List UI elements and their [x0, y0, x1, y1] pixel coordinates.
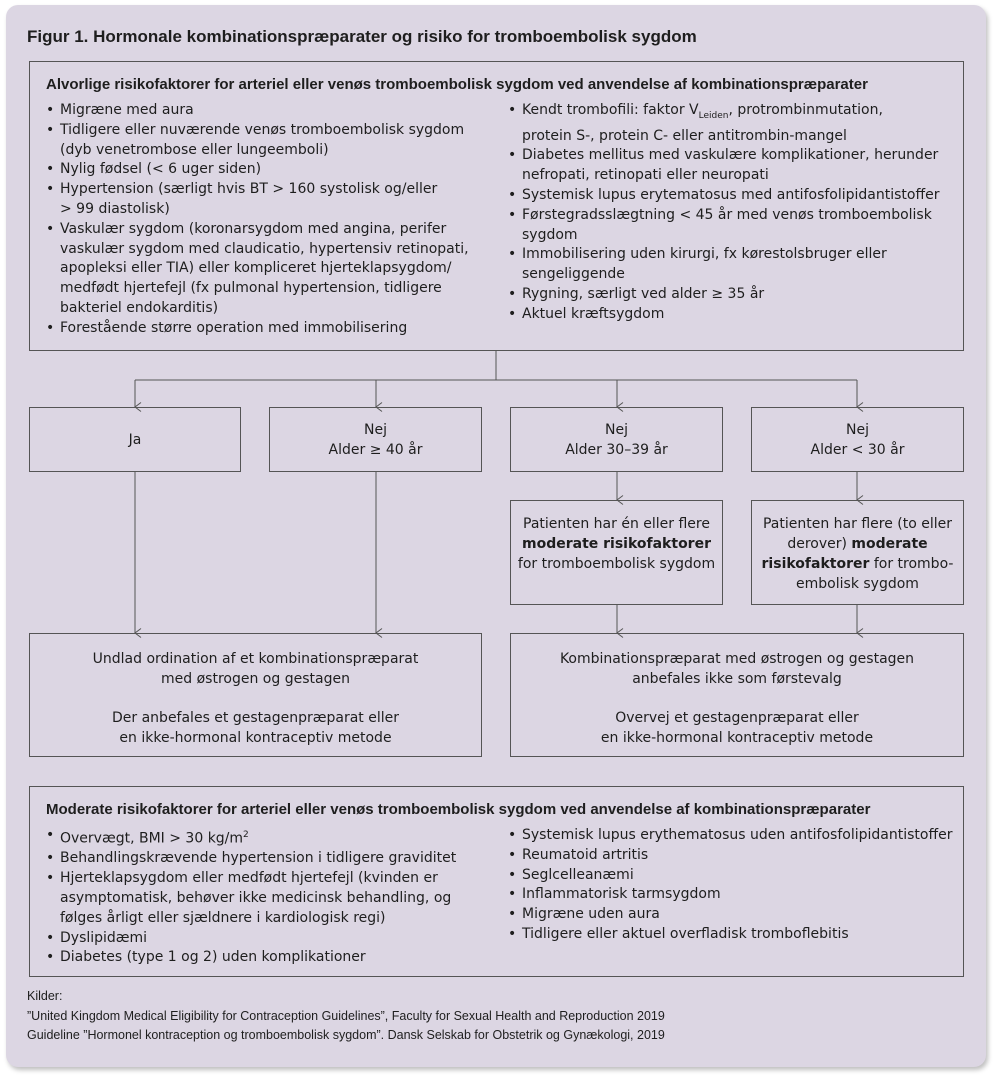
moderate-risk-list-left	[46, 826, 456, 968]
list-item: • Forestående større operation med immobilisering	[46, 319, 469, 339]
source-item: Guideline ”Hormonel kontraception og tromboembolisk sygdom”. Dansk Selskab for Obstetrik og Gynækologi, 2019	[27, 1028, 665, 1042]
list-item: • Førstegradsslægtning < 45 år med venøs tromboembolisk sygdom	[508, 206, 940, 246]
severe-risk-title: Alvorlige risikofaktorer for arteriel eller venøs tromboembolisk sygdom ved anvendelse af kombinationspræparater	[46, 76, 868, 93]
moderate-risk-box	[29, 786, 964, 977]
list-item: • Migræne uden aura	[508, 905, 952, 925]
list-item: • Overvægt, BMI > 30 $kg/m^2$	[46, 826, 456, 849]
list-item: • Immobilisering uden kirurgi, fx kørestolsbruger eller sengeliggende	[508, 245, 940, 285]
outcome-not-first-choice: Kombinationspræparat med østrogen og gestagen anbefales ikke som førstevalg Overvej et gestagenpræparat eller en ikke-hormonal kontraceptiv metode	[510, 633, 964, 757]
moderate-risk-title: Moderate risikofaktorer for arteriel eller venøs tromboembolisk sygdom ved anvendelse af kombinationspræparater	[46, 801, 871, 818]
source-item: ”United Kingdom Medical Eligibility for Contraception Guidelines”, Faculty for Sexual Health and Reproduction 2019	[27, 1008, 665, 1023]
list-item: • Dyslipidæmi	[46, 929, 456, 949]
decision-nej-40: Nej Alder ≥ 40 år	[269, 407, 482, 472]
condition-one-moderate: Patienten har én eller flere moderate risikofaktorer for tromboembolisk sygdom	[510, 500, 723, 605]
list-item: • Tidligere eller nuværende venøs tromboembolisk sygdom (dyb venetrombose eller lungeemboli)	[46, 121, 469, 161]
list-item: • Hjerteklapsygdom eller medfødt hjertefejl (kvinden er asymptomatisk, behøver ikke medicinsk behandling, og følges årligt eller sjældnere i kardiologisk regi)	[46, 869, 456, 928]
moderate-risk-list-right	[508, 826, 952, 945]
sources-label: Kilder:	[27, 989, 63, 1003]
condition-multiple-moderate: Patienten har flere (to eller derover) moderate risikofaktorer for trombo- embolisk sygdom	[751, 500, 964, 605]
list-item: • Systemisk lupus erytematosus med antifosfolipidantistoffer	[508, 186, 940, 206]
list-item: • Diabetes mellitus med vaskulære komplikationer, herunder nefropati, retinopati eller neuropati	[508, 146, 940, 186]
list-item: • Aktuel kræftsygdom	[508, 305, 940, 325]
decision-ja: Ja	[29, 407, 241, 472]
decision-nej-under-30: Nej Alder < 30 år	[751, 407, 964, 472]
list-item: • Rygning, særligt ved alder ≥ 35 år	[508, 285, 940, 305]
figure-title: Figur 1. Hormonale kombinationspræparater og risiko for tromboembolisk sygdom	[27, 27, 697, 46]
outcome-avoid-combination: Undlad ordination af et kombinationspræparat med østrogen og gestagen Der anbefales et gestagenpræparat eller en ikke-hormonal kontraceptiv metode	[29, 633, 482, 757]
list-item: • Behandlingskrævende hypertension i tidligere graviditet	[46, 849, 456, 869]
list-item: • Vaskulær sygdom (koronarsygdom med angina, perifer vaskulær sygdom med claudicatio, hypertensiv retinopati, apopleksi eller TIA) eller kompliceret hjerteklapsygdom/ medfødt hjertefejl (fx pulmonal hypertension, tidligere bakteriel endokarditis)	[46, 220, 469, 319]
list-item: • Reumatoid artritis	[508, 846, 952, 866]
list-item: • Tidligere eller aktuel overfladisk tromboflebitis	[508, 925, 952, 945]
list-item: • Systemisk lupus erythematosus uden antifosfolipidantistoffer	[508, 826, 952, 846]
list-item: • Nylig fødsel (< 6 uger siden)	[46, 160, 469, 180]
list-item: • Migræne med aura	[46, 101, 469, 121]
list-item: • Hypertension (særligt hvis BT > 160 systolisk og/eller > 99 diastolisk)	[46, 180, 469, 220]
list-item: • Inflammatorisk tarmsygdom	[508, 885, 952, 905]
list-item: • Diabetes (type 1 og 2) uden komplikationer	[46, 948, 456, 968]
list-item: • Kendt trombofili: faktor $V_{Leiden}$, protrombinmutation, protein S-, protein C- eller antitrombin-mangel	[508, 101, 940, 146]
list-item: • Seglcelleanæmi	[508, 866, 952, 886]
decision-nej-30-39: Nej Alder 30–39 år	[510, 407, 723, 472]
sources	[27, 987, 665, 1046]
